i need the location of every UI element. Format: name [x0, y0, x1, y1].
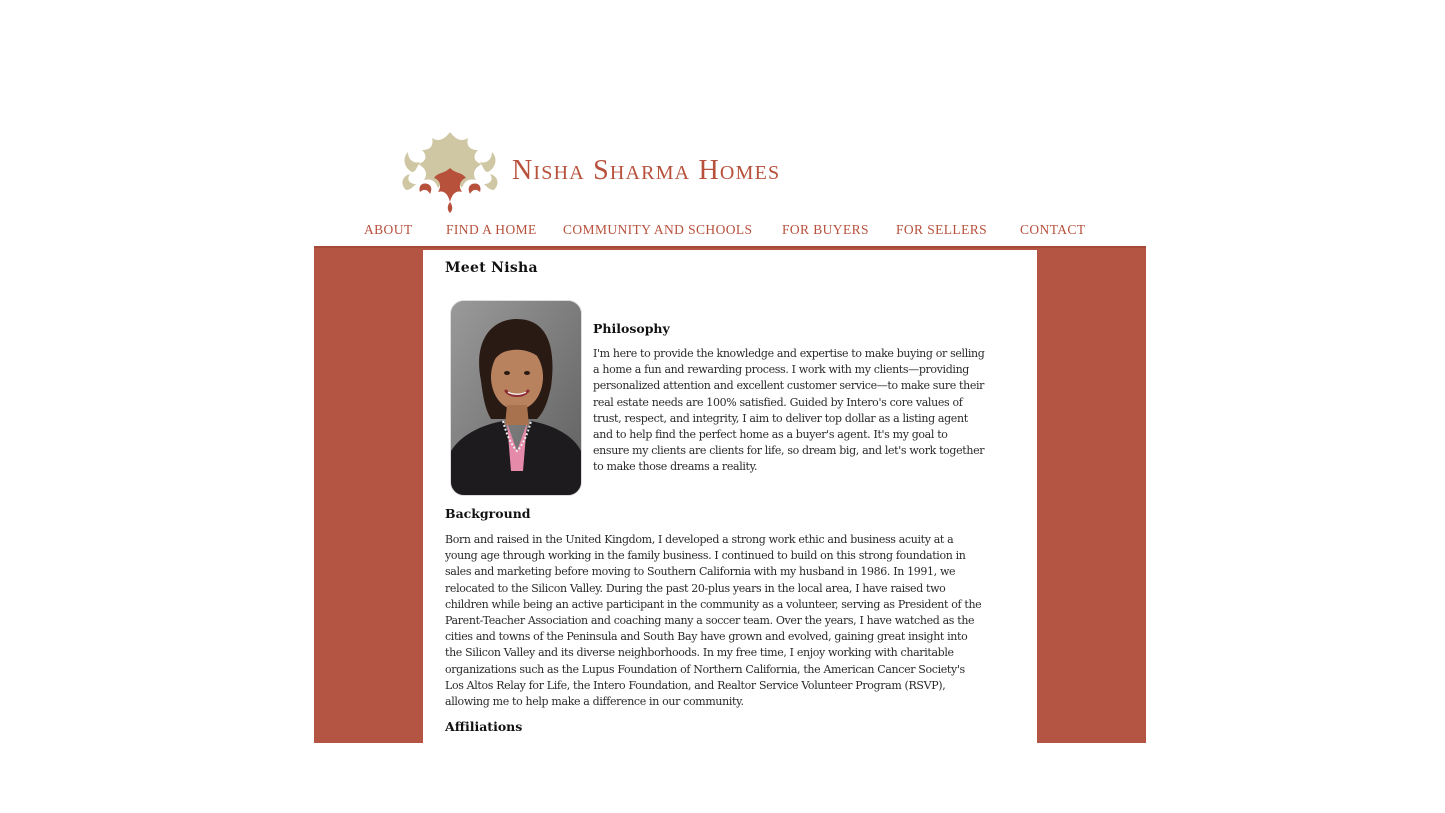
philosophy-text: I'm here to provide the knowledge and expertise to make buying or selling a home a fun and rewarding process. I work with my clients—providing personalized attention and excellent customer service—to make sure their real estate needs are 100% satisfied. Guided by Intero's core values of trust, respect, and integrity, I aim to deliver top dollar as a listing agent and to help find the perfect home as a buyer's agent. It's my goal to ensure my clients are clients for life, so dream big, and let's work together to make those dreams a reality. — [593, 347, 985, 474]
background-text: Born and raised in the United Kingdom, I developed a strong work ethic and business acuity at a young age through working in the family business. I continued to build on this strong foundation in sales and marketing before moving to Southern California with my husband in 1986. In 1991, we relocated to the Silicon Valley. During the past 20-plus years in the local area, I have raised two children while being an active participant in the community as a volunteer, serving as President of the Parent-Teacher Association and coaching many a soccer team. Over the years, I have watched as the cities and towns of the Peninsula and South Bay have grown and evolved, gaining great insight into the Silicon Valley and its diverse neighborhoods. In my free time, I enjoy working with charitable organizations such as the Lupus Foundation of Northern California, the American Cancer Society's Los Altos Relay for Life, the Intero Foundation, and Realtor Service Volunteer Program (RSVP), allowing me to help make a difference in our community. — [445, 533, 982, 709]
nav-find-a-home[interactable]: FIND A HOME — [446, 222, 537, 237]
page-title: Meet Nisha — [445, 260, 538, 276]
nav-about[interactable]: ABOUT — [364, 222, 413, 237]
main-content — [423, 250, 1037, 743]
nav-for-buyers[interactable]: FOR BUYERS — [782, 222, 869, 237]
nav-for-sellers[interactable]: FOR SELLERS — [896, 222, 988, 237]
main-navigation — [0, 222, 1445, 242]
nav-contact[interactable]: CONTACT — [1020, 222, 1086, 237]
site-title[interactable]: Nisha Sharma Homes — [512, 155, 781, 186]
background-heading: Background — [445, 506, 531, 521]
frame-top-line — [314, 246, 1146, 248]
nav-community-and-schools[interactable]: COMMUNITY AND SCHOOLS — [563, 222, 753, 237]
agent-portrait — [450, 300, 582, 496]
affiliations-heading: Affiliations — [445, 719, 523, 734]
philosophy-heading: Philosophy — [593, 321, 670, 336]
logo-ornament-icon — [398, 128, 502, 214]
